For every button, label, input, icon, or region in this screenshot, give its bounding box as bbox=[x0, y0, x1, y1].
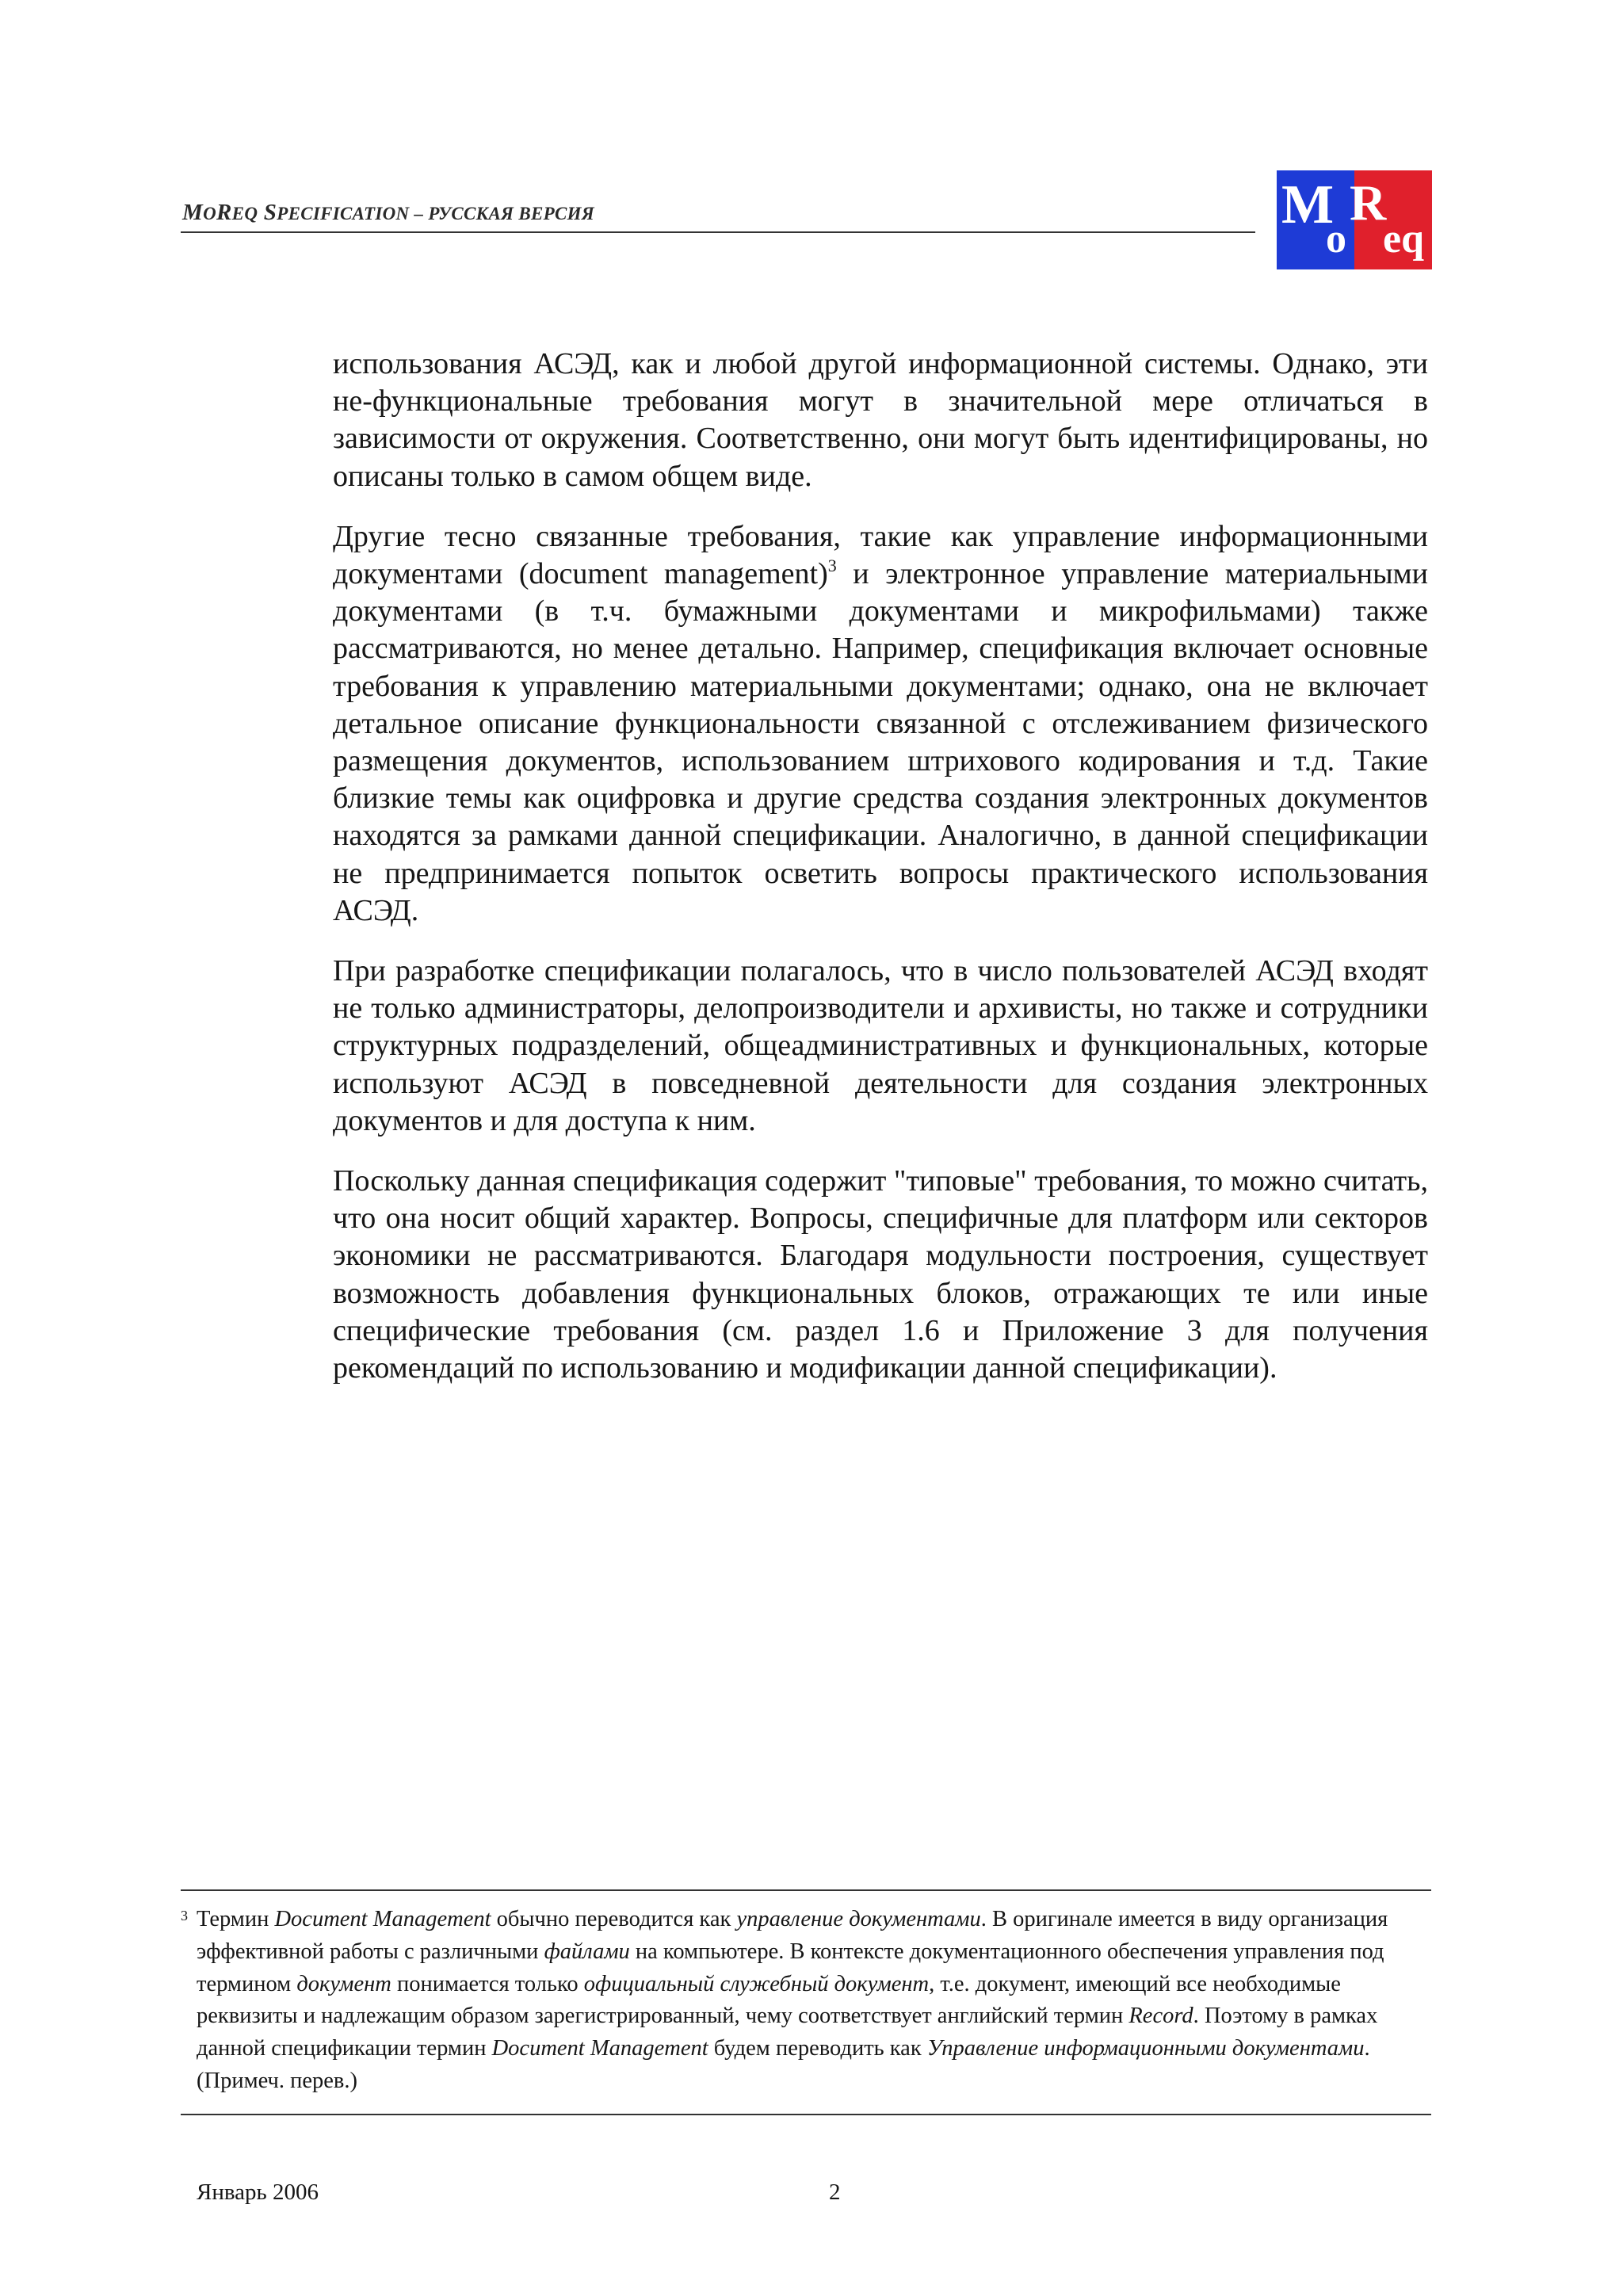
page-number: 2 bbox=[829, 2179, 841, 2205]
footnote-text-part: понимается только bbox=[391, 1971, 584, 1996]
running-header-title bbox=[182, 200, 594, 226]
footnote-text-part: . Поэтому в рамках данной спецификации термин bbox=[197, 2004, 1378, 2061]
header-title-part: EQ bbox=[231, 204, 258, 223]
footnote-number: 3 bbox=[181, 1908, 188, 1924]
footnote-text-part: , т.е. документ, имеющий все необходимые реквизиты и надлежащим образом зарегистрированный, чему соответствует английский термин bbox=[197, 1971, 1341, 2029]
header-title-part: S bbox=[258, 200, 277, 225]
footnote-italic-term: официальный служебный документ bbox=[583, 1971, 930, 1996]
footnote-text-part: будем переводить как bbox=[708, 2036, 927, 2061]
footer-date: Январь 2006 bbox=[197, 2179, 319, 2205]
footnote-italic-term: Document Management bbox=[274, 1907, 491, 1931]
footnote-italic-term: управление документами bbox=[736, 1907, 981, 1931]
body-paragraph-2 bbox=[333, 518, 1428, 930]
body-paragraph-4: Поскольку данная спецификация содержит "типовые" требования, то можно считать, что она носит общий характер. Вопросы, специфичные для платформ или секторов экономики не рассматриваются. Благодаря модульности построения, существует возможность добавления функциональных блоков, отражающих те или иные специфические требования (см. раздел 1.6 и Приложение 3 для получения рекомендаций по использованию и модификации данной спецификации). bbox=[333, 1164, 1428, 1385]
moreq-logo-graphic bbox=[1277, 170, 1432, 269]
footnote-text-part: . (Примеч. перев.) bbox=[197, 2036, 1370, 2093]
body-text bbox=[333, 346, 1428, 1410]
footnote-text-part: обычно переводится как bbox=[491, 1907, 737, 1931]
logo-letter-m: M bbox=[1281, 174, 1335, 235]
footer-divider bbox=[181, 2114, 1431, 2115]
header-title-part: – РУССКАЯ ВЕРСИЯ bbox=[409, 204, 594, 223]
footnote-text-part: Термин bbox=[197, 1907, 275, 1931]
header-title-part: PECIFICATION bbox=[277, 204, 410, 223]
footnote-divider bbox=[181, 1889, 1431, 1891]
footnote-reference[interactable]: 3 bbox=[827, 556, 837, 576]
header-divider bbox=[181, 231, 1255, 233]
footnote-italic-term: Record bbox=[1128, 2004, 1193, 2029]
logo-letter-r: R bbox=[1350, 174, 1387, 231]
logo-letter-o: o bbox=[1326, 216, 1346, 262]
moreq-logo bbox=[1277, 170, 1432, 269]
paragraph-text: Другие тесно связанные требования, такие как управление информационными документами (document management) bbox=[333, 519, 1428, 591]
footnote-italic-term: Управление информационными документами bbox=[926, 2036, 1365, 2061]
footnote-text bbox=[197, 1904, 1431, 2098]
body-paragraph-1: использования АСЭД, как и любой другой информационной системы. Однако, эти не-функциональные требования могут в значительной мере отличаться в зависимости от окружения. Соответственно, они могут быть идентифицированы, но описаны только в самом общем виде. bbox=[333, 347, 1428, 493]
footnote-text-part: . В оригинале имеется в виду организация эффективной работы с различными bbox=[197, 1907, 1388, 1964]
body-paragraph-3: При разработке спецификации полагалось, что в число пользователей АСЭД входят не только администраторы, делопроизводители и архивисты, но также и сотрудники структурных подразделений, общеадминистративных и функциональных, которые используют АСЭД в повседневной деятельности для создания электронных документов и для доступа к ним. bbox=[333, 954, 1428, 1137]
footnote-text-part: на компьютере. В контексте документационного обеспечения управления под термином bbox=[197, 1939, 1384, 1996]
footnote-italic-term: файлами bbox=[544, 1939, 630, 1964]
footnote-italic-term: документ bbox=[296, 1971, 391, 1996]
logo-letters-eq: eq bbox=[1383, 216, 1424, 262]
header-title-part: R bbox=[216, 200, 232, 225]
header-title-part: M bbox=[182, 200, 204, 225]
footnote bbox=[181, 1904, 1431, 2098]
paragraph-text: и электронное управление материальными документами (в т.ч. бумажными документами и микрофильмами) также рассматриваются, но менее детально. Например, спецификация включает основные требования к управлению материальными документами; однако, она не включает детальное описание функциональности связанной с отслеживанием физического размещения документов, использованием штрихового кодирования и т.д. Такие близкие темы как оцифровка и другие средства создания электронных документов находятся за рамками данной спецификации. Аналогично, в данной спецификации не предпринимается попыток осветить вопросы практического использования АСЭД. bbox=[333, 557, 1428, 927]
header-title-part: O bbox=[203, 204, 217, 223]
footnote-italic-term: Document Management bbox=[491, 2036, 708, 2061]
